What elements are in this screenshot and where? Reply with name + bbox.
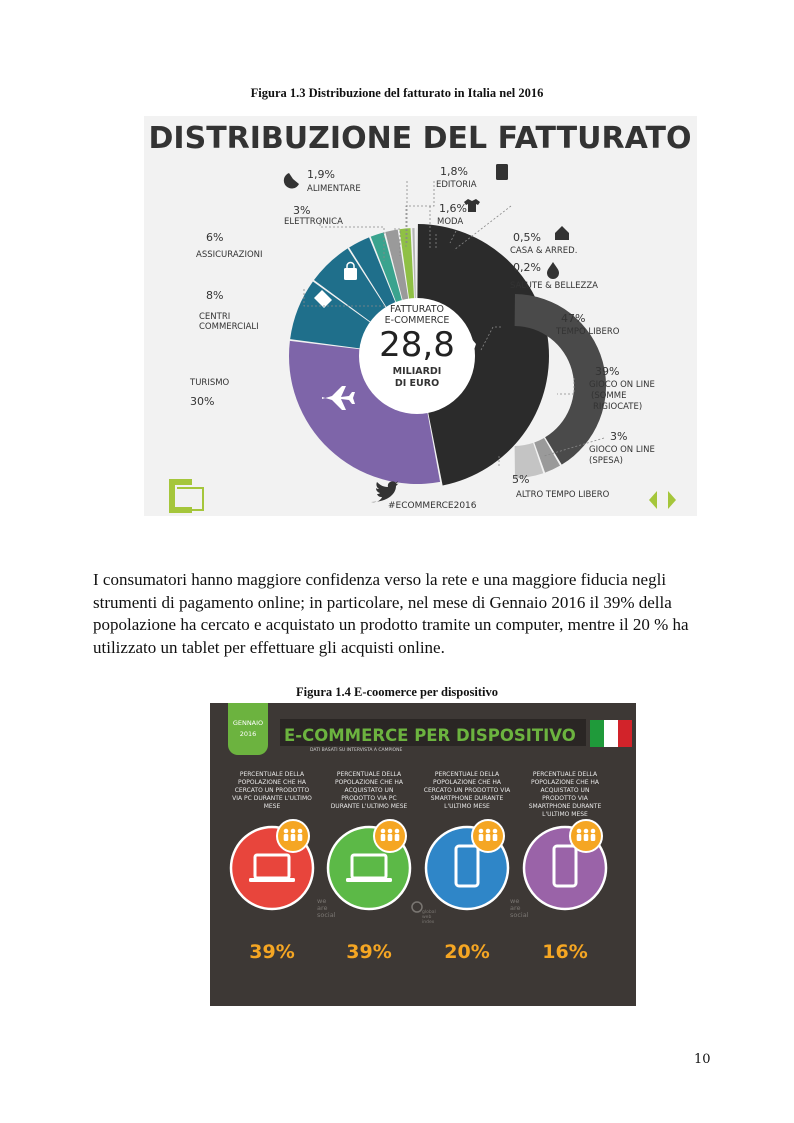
book-icon <box>496 164 508 180</box>
italy-flag <box>590 720 632 747</box>
infographic-title: DISTRIBUZIONE DEL FATTURATO <box>148 121 692 156</box>
people-icon <box>381 829 400 841</box>
label-gioco-somme-name-3: RIGIOCATE) <box>593 402 643 412</box>
label-casa-name: CASA & ARRED. <box>510 246 578 256</box>
ecommerce-device-infographic <box>210 703 636 1006</box>
figure-1-4-caption: Figura 1.4 E-coomerce per dispositivo <box>296 685 498 699</box>
stat-description-line: PERCENTUALE DELLA <box>434 771 500 778</box>
label-turismo-name: TURISMO <box>190 378 230 388</box>
center-unit-2: DI EURO <box>394 378 440 389</box>
center-unit-1: MILIARDI <box>392 366 442 377</box>
label-salute-name: SALUTE & BELLEZZA <box>510 281 599 291</box>
figure-1-3-caption: Figura 1.3 Distribuzione del fatturato in Italia nel 2016 <box>250 86 544 100</box>
stat-description-line: ACQUISTATO UN <box>344 787 394 794</box>
gwi-line-1: global <box>422 910 436 915</box>
label-turismo-pct: 30% <box>190 395 215 408</box>
stat-description-line: DURANTE L'ULTIMO MESE <box>330 803 408 810</box>
stat-description-line: PRODOTTO VIA <box>542 795 588 802</box>
stat-description-line: POPOLAZIONE CHE HA <box>237 779 307 786</box>
hashtag-text: #ECOMMERCE2016 <box>388 501 477 511</box>
paragraph-line-1: I consumatori hanno maggiore confidenza verso la rete e una maggiore fiducia negli <box>93 570 667 589</box>
label-alimentare-pct: 1,9% <box>307 168 335 181</box>
stat-description-line: ACQUISTATO UN <box>540 787 590 794</box>
label-gioco-spesa-pct: 3% <box>610 430 628 443</box>
label-editoria-name: EDITORIA <box>436 180 477 190</box>
stat-value: 16% <box>542 941 588 963</box>
label-assicurazioni-name: ASSICURAZIONI <box>196 250 263 260</box>
infographic-2-subtitle: DATI BASATI SU INTERVISTA A CAMPIONE <box>310 748 403 753</box>
stat-description-line: PRODOTTO VIA PC <box>341 795 397 802</box>
label-gioco-somme-name-2: (SOMME <box>591 391 627 401</box>
stat-value: 20% <box>444 941 490 963</box>
label-altro-name: ALTRO TEMPO LIBERO <box>516 490 610 500</box>
stat-description-line: POPOLAZIONE CHE HA <box>432 779 502 786</box>
gwi-line-3: index <box>422 920 435 925</box>
brand-line-3: social <box>317 911 336 919</box>
label-salute-pct: 0,2% <box>513 261 541 274</box>
stat-description-line: PERCENTUALE DELLA <box>532 771 598 778</box>
page-number: 10 <box>694 1052 711 1067</box>
label-centri-name-1: CENTRI <box>199 312 231 322</box>
date-badge-year: 2016 <box>239 730 257 738</box>
label-elettronica-name: ELETTRONICA <box>284 217 343 227</box>
brand-line-1-b: we <box>510 897 520 905</box>
label-moda-name: MODA <box>437 217 464 227</box>
brand-line-2-b: are <box>510 904 521 912</box>
people-icon <box>577 829 596 841</box>
stat-description-line: L'ULTIMO MESE <box>444 803 490 810</box>
infographic-2-title: E-COMMERCE PER DISPOSITIVO <box>284 726 576 745</box>
stat-description-line: CERCATO UN PRODOTTO VIA <box>423 787 511 794</box>
brand-line-3-b: social <box>510 911 529 919</box>
label-alimentare-name: ALIMENTARE <box>307 184 361 194</box>
paragraph-line-2: strumenti di pagamento online; in particolare, nel mese di Gennaio 2016 il 39% della <box>93 592 672 612</box>
label-gioco-spesa-name-1: GIOCO ON LINE <box>589 445 655 455</box>
people-icon <box>479 829 498 841</box>
stat-description-line: POPOLAZIONE CHE HA <box>334 779 404 786</box>
label-centri-pct: 8% <box>206 289 224 302</box>
stat-description-line: POPOLAZIONE CHE HA <box>530 779 600 786</box>
label-editoria-pct: 1,8% <box>440 165 468 178</box>
stat-description-line: VIA PC DURANTE L'ULTIMO <box>232 795 312 802</box>
label-tempo-libero-name: TEMPO LIBERO <box>556 327 620 337</box>
label-gioco-somme-pct: 39% <box>595 365 620 378</box>
label-casa-pct: 0,5% <box>513 231 541 244</box>
center-label-2: E-COMMERCE <box>384 315 450 326</box>
label-gioco-somme-name-1: GIOCO ON LINE <box>589 380 655 390</box>
paragraph-line-4: utilizzato un tablet per effettuare gli acquisti online. <box>93 637 445 657</box>
brand-line-2: are <box>317 904 328 912</box>
revenue-distribution-infographic <box>144 116 697 516</box>
paragraph-line-3: popolazione ha cercato e acquistato un prodotto tramite un computer, mentre il 20 % ha <box>93 615 689 634</box>
label-tempo-libero-pct: 47% <box>561 312 586 325</box>
label-moda-pct: 1,6% <box>439 202 467 215</box>
people-icon <box>284 829 303 841</box>
gwi-line-2: web <box>422 915 432 920</box>
stat-description-line: SMARTPHONE DURANTE <box>528 803 602 810</box>
date-badge <box>228 703 268 755</box>
center-label-1: FATTURATO <box>389 304 445 315</box>
label-altro-pct: 5% <box>512 473 530 486</box>
brand-line-1: we <box>317 897 327 905</box>
label-assicurazioni-pct: 6% <box>206 231 224 244</box>
stat-value: 39% <box>346 941 392 963</box>
label-centri-name-2: COMMERCIALI <box>199 322 259 332</box>
stat-description-line: CERCATO UN PRODOTTO <box>234 787 310 794</box>
stat-description-line: MESE <box>263 803 281 810</box>
stat-value: 39% <box>249 941 295 963</box>
label-elettronica-pct: 3% <box>293 204 311 217</box>
stat-description-line: PERCENTUALE DELLA <box>239 771 305 778</box>
stat-description-line: PERCENTUALE DELLA <box>336 771 402 778</box>
body-paragraph <box>93 569 733 659</box>
date-badge-month: GENNAIO <box>232 719 264 727</box>
stat-description-line: L'ULTIMO MESE <box>542 811 588 818</box>
center-value: 28,8 <box>379 325 455 365</box>
label-gioco-spesa-name-2: (SPESA) <box>589 456 623 466</box>
stat-description-line: SMARTPHONE DURANTE <box>430 795 504 802</box>
